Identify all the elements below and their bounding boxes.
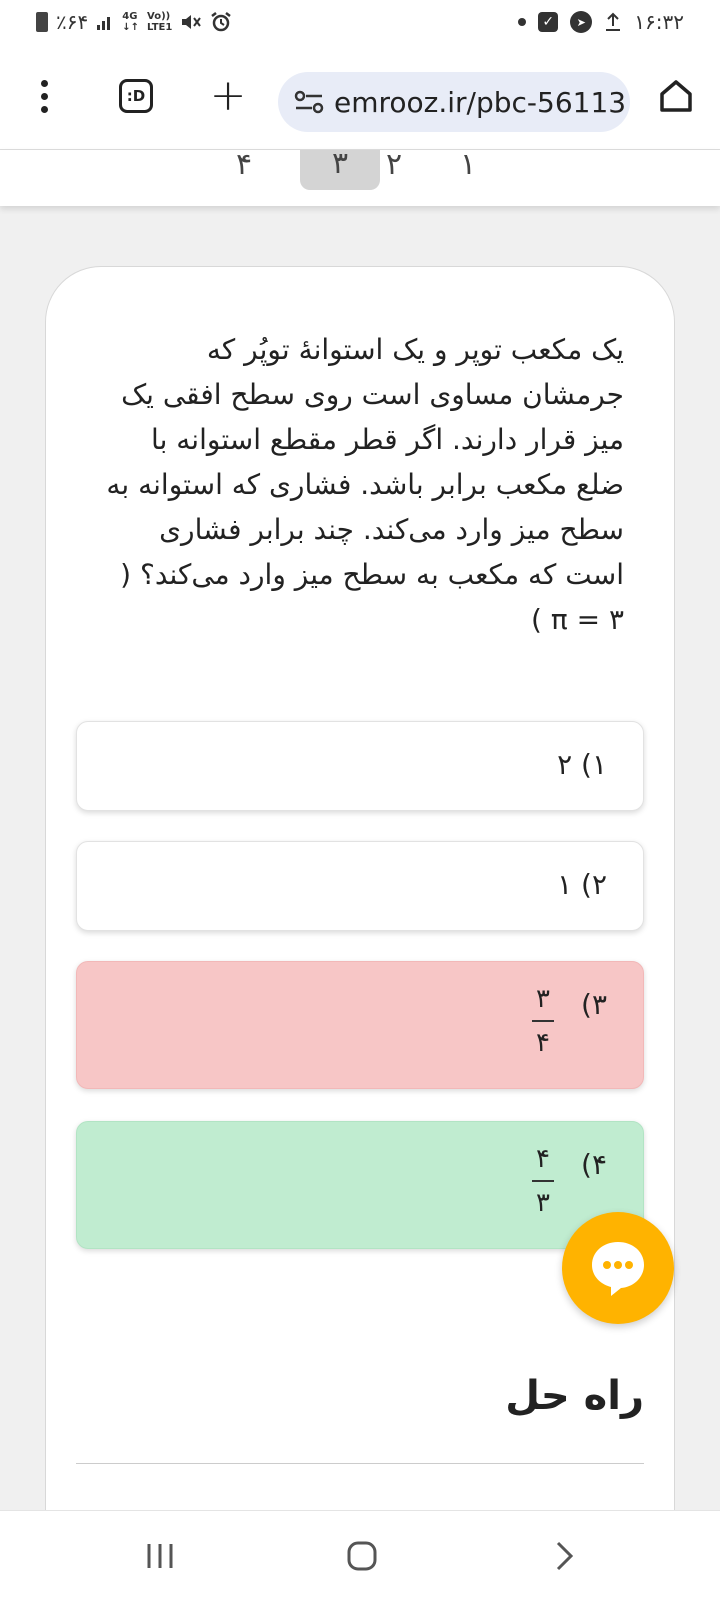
url-text[interactable]: emrooz.ir/pbc-56113 xyxy=(334,85,627,119)
plus-icon: + xyxy=(209,70,247,121)
address-bar[interactable] xyxy=(278,72,630,132)
alarm-icon xyxy=(210,11,232,33)
question-nav-item[interactable]: ۴ xyxy=(235,150,253,182)
battery-icon xyxy=(36,12,48,32)
battery-level: ٪۶۴ xyxy=(56,10,89,34)
system-nav-bar xyxy=(0,1510,720,1600)
network-arrows-icon: ↓↑ xyxy=(122,22,139,33)
back-icon xyxy=(552,1540,576,1572)
new-tab-button[interactable] xyxy=(200,68,256,124)
fraction-bar xyxy=(532,1180,554,1182)
option-3-wrong[interactable] xyxy=(76,961,644,1089)
option-3-number: ۳) xyxy=(581,988,607,1021)
question-card xyxy=(45,266,675,1600)
question-nav-item-active[interactable]: ۳ xyxy=(300,150,380,190)
option-4-correct[interactable] xyxy=(76,1121,644,1249)
signal-icon xyxy=(96,13,114,31)
lte-label: LTE1 xyxy=(147,22,173,33)
fraction-denominator: ۴ xyxy=(536,1028,550,1058)
status-bar xyxy=(0,0,720,44)
back-button[interactable] xyxy=(534,1531,594,1581)
clock: ۱۶:۳۲ xyxy=(634,10,684,34)
option-2[interactable] xyxy=(76,841,644,931)
checkbox-notification-icon: ✓ xyxy=(538,12,558,32)
browser-toolbar xyxy=(0,44,720,150)
tabs-icon: :D xyxy=(119,79,153,113)
nav-home-icon xyxy=(346,1540,378,1572)
network-type: 4G xyxy=(122,11,138,22)
divider xyxy=(76,1463,644,1464)
chat-button[interactable] xyxy=(562,1212,674,1324)
nav-home-button[interactable] xyxy=(332,1531,392,1581)
fraction-denominator: ۳ xyxy=(536,1188,550,1218)
volte-label: Vo)) xyxy=(147,11,171,22)
recent-apps-button[interactable] xyxy=(130,1531,190,1581)
menu-button[interactable] xyxy=(16,68,72,124)
question-text: یک مکعب توپر و یک استوانهٔ توپُر که جرمشان مساوی است روی سطح افقی یک میز قرار دارند. اگر قطر مقطع استوانه با ضلع مکعب برابر باشد. فشاری که استوانه به سطح میز وارد می‌کند. چند برابر فشاری است که مکعب به سطح میز وارد می‌کند؟ ( π = ۳ ) xyxy=(106,333,624,636)
status-right xyxy=(518,10,684,34)
recent-apps-icon xyxy=(145,1542,175,1570)
more-vert-icon xyxy=(41,80,48,113)
home-button[interactable] xyxy=(648,68,704,124)
option-3-fraction xyxy=(531,984,555,1058)
option-2-label: ۲) ۱ xyxy=(557,868,607,901)
tabs-button[interactable] xyxy=(108,68,164,124)
option-1-label: ۱) ۲ xyxy=(557,748,607,781)
question-navigation xyxy=(0,150,720,206)
question-nav-item[interactable]: ۱ xyxy=(459,150,477,182)
option-4-fraction xyxy=(531,1144,555,1218)
solution-heading: راه حل xyxy=(505,1373,644,1419)
status-left xyxy=(36,10,232,34)
fraction-bar xyxy=(532,1020,554,1022)
home-icon xyxy=(656,76,696,116)
option-4-number: ۴) xyxy=(581,1148,607,1181)
notification-dot-icon xyxy=(518,18,526,26)
fraction-numerator: ۳ xyxy=(536,984,550,1014)
option-1[interactable] xyxy=(76,721,644,811)
question-nav-item[interactable]: ۲ xyxy=(385,150,403,182)
tune-icon[interactable] xyxy=(292,87,326,117)
upload-icon xyxy=(604,11,622,33)
fraction-numerator: ۴ xyxy=(536,1144,550,1174)
telegram-icon: ➤ xyxy=(570,11,592,33)
chat-bubble-icon xyxy=(586,1236,650,1300)
mute-icon xyxy=(180,12,202,32)
